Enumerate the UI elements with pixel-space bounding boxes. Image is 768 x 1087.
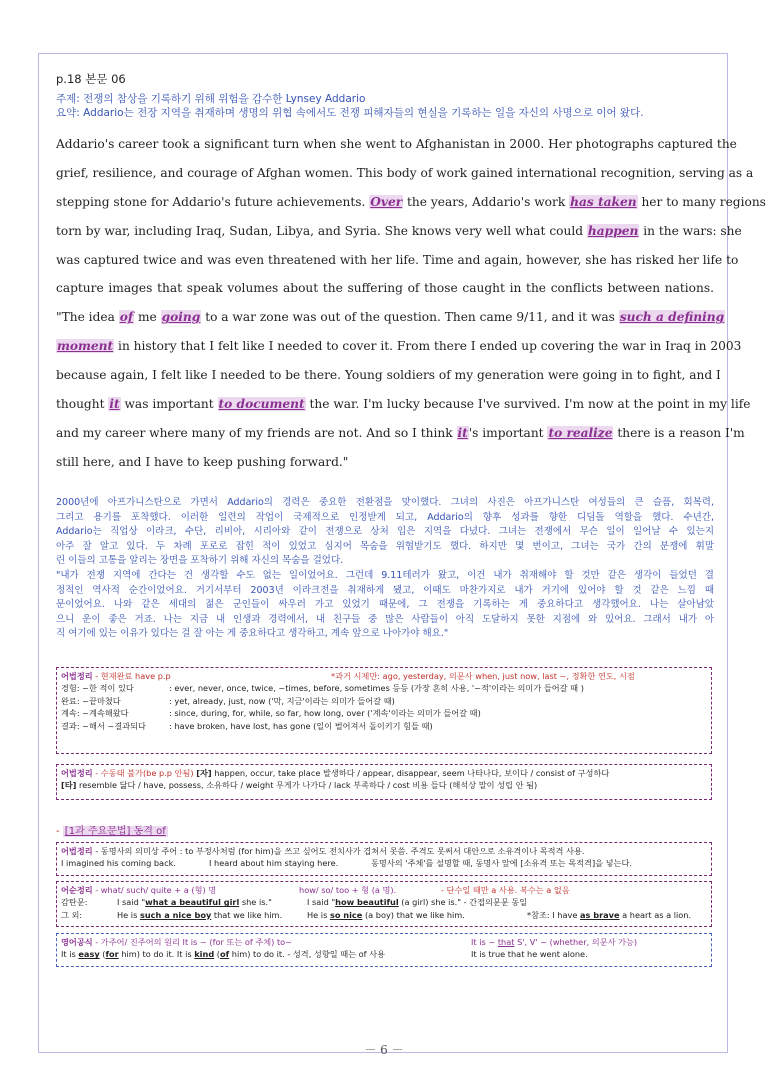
page-title: p.18 본문 06 bbox=[56, 72, 126, 86]
example-row bbox=[61, 896, 707, 908]
passage-line bbox=[56, 419, 745, 448]
example-key: what a beautiful girl bbox=[145, 897, 240, 908]
usage-desc: : have broken, have lost, has gone (일이 벌어져서 돌이키기 힘들 때) bbox=[169, 720, 433, 731]
highlight: such a defining bbox=[619, 310, 725, 325]
passage-line: was captured twice and was even threatened with her life. Time and again, however, she has risked her life to bbox=[56, 252, 739, 267]
text-span: "The idea bbox=[56, 310, 115, 325]
translation-line: 린 이들의 고통을 알리는 장면을 포착하기 위해 자신의 목숨을 걸었다. bbox=[56, 555, 344, 567]
passage bbox=[56, 130, 766, 477]
highlight: to realize bbox=[548, 425, 613, 440]
highlight: it bbox=[457, 425, 468, 440]
example-row bbox=[61, 909, 707, 921]
passage-line bbox=[56, 188, 766, 217]
text-span: thought bbox=[56, 397, 105, 412]
highlight: it bbox=[109, 397, 120, 412]
box-heading: - 수동태 불가(be p.p 안됨) bbox=[92, 768, 197, 778]
box-heading: S', V' ~ (whether, 의문사 가능) bbox=[514, 937, 638, 947]
example-key: for bbox=[105, 949, 119, 960]
example: I said " bbox=[117, 897, 146, 908]
usage-desc: : since, during, for, while, so far, how long, over ('계속'이라는 의미가 들어갈 때) bbox=[169, 708, 481, 719]
translation-line: 으니 운이 좋은 거죠. 나는 지금 내 인생과 경력에서, 내 친구들 중 많은 사람들이 아직 도달하지 못한 지점에 와 있어요. 그래서 내가 아 bbox=[56, 613, 714, 625]
usage-label: 경험: ~한 적이 있다 bbox=[61, 683, 134, 694]
example: It is true that he went alone. bbox=[471, 949, 588, 960]
page-number: － 6 － bbox=[364, 1043, 404, 1057]
box-header bbox=[61, 845, 707, 857]
translation-line: 정적인 역사적 순간이었어요. 거기서부터 2003년 이라크전을 취재하게 됐고, 이때도 마찬가지로 내가 거기에 있어야 할 것 같은 느낌 때 bbox=[56, 584, 714, 596]
usage-desc: : yet, already, just, now ('막, 지금'이라는 의미가 들어갈 때) bbox=[169, 695, 395, 706]
example-label: 감탄문: bbox=[61, 897, 88, 908]
box-text: resemble 닮다 / have, possess, 소유하다 / weight 무게가 나가다 / lack 부족하다 / cost 비용 들다 (해석상 말이 성립 안 됨) bbox=[76, 780, 538, 791]
highlight: to document bbox=[218, 397, 305, 412]
example-row bbox=[61, 857, 707, 869]
example: him) to do it. It is bbox=[118, 949, 195, 960]
example: that we like him. bbox=[211, 909, 283, 920]
grammar-box-passive bbox=[56, 764, 712, 800]
text-span: her to many regions bbox=[641, 194, 766, 209]
box-tag: 어순정리 bbox=[61, 885, 93, 895]
intransitive-label: [자] bbox=[196, 768, 212, 778]
translation-line: Addario는 직업상 이라크, 수단, 리비아, 시리아와 같이 전쟁으로 상처 입은 지역을 다녔다. 그녀는 전쟁에서 무슨 일이 일어날 수 있는지 bbox=[56, 526, 714, 538]
highlight: has taken bbox=[570, 194, 637, 209]
box-header bbox=[61, 936, 707, 948]
passage-line bbox=[56, 332, 742, 361]
example: He is bbox=[117, 909, 140, 920]
example-key: such a nice boy bbox=[139, 909, 212, 920]
section-dash: - bbox=[56, 826, 63, 837]
box-tag: 어법정리 bbox=[61, 768, 93, 778]
example-key: how beautiful bbox=[335, 897, 399, 908]
example-key: of bbox=[219, 949, 230, 960]
box-header bbox=[61, 767, 707, 779]
usage-label: 완료: ~끝마쳤다 bbox=[61, 695, 121, 706]
box-heading: how/ so/ too + 형 (a 명). bbox=[299, 885, 397, 895]
box-row bbox=[61, 779, 707, 791]
example: ( bbox=[214, 949, 220, 960]
passage-line: still here, and I have to keep pushing forward." bbox=[56, 454, 349, 469]
summary-line: 요약: Addario는 전장 지역을 취재하며 생명의 위협 속에서도 전쟁 피해자들의 현실을 기록하는 일을 자신의 사명으로 이어 왔다. bbox=[56, 107, 644, 119]
passage-line bbox=[56, 303, 725, 332]
highlight: happen bbox=[587, 223, 639, 238]
box-heading: - 가주어/ 진주어의 원리 It is ~ (for 또는 of 주체) to~ bbox=[92, 937, 293, 947]
highlight: going bbox=[161, 310, 201, 325]
passage-line bbox=[56, 390, 751, 419]
usage-row bbox=[61, 707, 707, 719]
usage-row bbox=[61, 682, 707, 694]
highlight: of bbox=[119, 310, 134, 325]
example-key: easy bbox=[78, 949, 100, 960]
box-heading-key: that bbox=[497, 937, 515, 947]
example: (a boy) that we like him. bbox=[362, 909, 465, 920]
korean-translation bbox=[56, 496, 714, 642]
box-heading: - 현재완료 have p.p bbox=[92, 671, 171, 681]
example-key: kind bbox=[194, 949, 215, 960]
translation-line: 문이었어요. 나와 같은 세대의 젊은 군인들이 싸우러 가고 있었기 때문에, 그 전쟁을 기록하는 게 중요하다고 생각했어요. 나는 살아남았 bbox=[56, 599, 714, 611]
box-tag: 영어공식 bbox=[61, 937, 93, 947]
example: He is bbox=[307, 909, 330, 920]
box-tag: 어법정리 bbox=[61, 846, 93, 856]
usage-row bbox=[61, 695, 707, 707]
text-span: torn by war, including Iraq, Sudan, Libya, and Syria. She knows very well what could bbox=[56, 223, 584, 238]
example: a heart as a lion. bbox=[619, 909, 692, 920]
text-span: the war. I'm lucky because I've survived. I'm now at the point in my life bbox=[309, 397, 751, 412]
example: I imagined his coming back. bbox=[61, 858, 176, 869]
usage-desc: : ever, never, once, twice, ~times, before, sometimes 등등 (가장 흔히 사용, '~적'이라는 의미가 들어갈 때 ) bbox=[169, 683, 584, 694]
usage-row bbox=[61, 720, 707, 732]
section-title: [1과 주요문법] 동격 of bbox=[64, 826, 166, 837]
text-span: stepping stone for Addario's future achievements. bbox=[56, 194, 366, 209]
grammar-box-gerund bbox=[56, 842, 712, 876]
text-span: 's important bbox=[468, 425, 544, 440]
text-span: in the wars: she bbox=[643, 223, 742, 238]
box-heading: It is ~ bbox=[471, 937, 498, 947]
example: him) to do it. - 성격, 성향일 때는 of 사용 bbox=[229, 949, 385, 960]
box-heading: - 동명사의 의미상 주어 : to 부정사처럼 (for him)을 쓰고 싶어도 전치사가 겹쳐서 못씀. 주격도 못써서 대안으로 소유격이나 목적격 사용. bbox=[92, 846, 585, 856]
example: (a girl) she is." - 간접의문문 동일 bbox=[398, 897, 528, 908]
text-span: in history that I felt like I needed to cover it. From there I ended up covering the war in Iraq in 2003 bbox=[118, 339, 742, 354]
grammar-box-present-perfect bbox=[56, 667, 712, 754]
highlight: moment bbox=[57, 339, 114, 354]
passage-line: because again, I felt like I needed to be there. Young soldiers of my generation were going in to fight, and I bbox=[56, 368, 721, 383]
passage-line: capture images that speak volumes about the suffering of those caught in the conflicts between nations. bbox=[56, 281, 714, 296]
text-span: to a war zone was out of the question. Then came 9/11, and it was bbox=[205, 310, 615, 325]
box-note: *과거 시제만: ago, yesterday, 의문사 when, just now, last ~, 정확한 연도, 시점 bbox=[331, 671, 635, 681]
usage-label: 결과: ~해서 ~결과되다 bbox=[61, 720, 146, 731]
example: I heard about him staying here. bbox=[209, 858, 339, 869]
topic-line: 주제: 전쟁의 참상을 기록하기 위해 위험을 감수한 Lynsey Addario bbox=[56, 93, 366, 105]
box-heading: - 단수일 때만 a 사용. 복수는 a 없음 bbox=[441, 885, 570, 895]
passage-line: grief, resilience, and courage of Afghan women. This body of work gained international recognition, serving as a bbox=[56, 165, 754, 180]
translation-line: 아주 잘 알고 있다. 두 차례 포로로 잡힌 적이 있었고 심지어 목숨을 위협받기도 했다. 하지만 몇 번이고, 그녀는 국가 간의 분쟁에 휘말 bbox=[56, 540, 714, 552]
text-span: me bbox=[137, 310, 157, 325]
example-note: 동명사의 '주체'를 설명할 때, 동명사 앞에 [소유격 또는 목적격]을 넣는다. bbox=[371, 858, 632, 869]
box-header bbox=[61, 884, 707, 896]
example: It is bbox=[61, 949, 79, 960]
text-span: and my career where many of my friends are not. And so I think bbox=[56, 425, 453, 440]
grammar-box-word-order bbox=[56, 881, 712, 927]
text-span: was important bbox=[124, 397, 214, 412]
translation-line: 2000년에 아프가니스탄으로 가면서 Addario의 경력은 중요한 전환점을 맞이했다. 그녀의 사진은 아프가니스탄 여성들의 큰 슬픔, 회복력, bbox=[56, 497, 714, 508]
example-key: as brave bbox=[579, 909, 620, 920]
usage-label: 계속: ~계속해왔다 bbox=[61, 708, 129, 719]
text-span: the years, Addario's work bbox=[407, 194, 566, 209]
translation-line: "내가 전쟁 지역에 간다는 건 생각할 수도 없는 일이었어요. 그런데 9.11테러가 왔고, 이건 내가 취재해야 할 것만 같은 생각이 들었던 결 bbox=[56, 569, 714, 581]
transitive-label: [타] bbox=[61, 780, 77, 791]
section-heading bbox=[56, 825, 168, 838]
highlight: Over bbox=[370, 194, 403, 209]
passage-line: Addario's career took a significant turn when she went to Afghanistan in 2000. Her photographs captured the bbox=[56, 137, 737, 151]
example-key: so nice bbox=[329, 909, 363, 920]
box-heading: - what/ such/ quite + a (형) 명 bbox=[92, 885, 217, 895]
translation-line: 그리고 용기를 포착했다. 이러한 일련의 작업이 국제적으로 인정받게 되고, Addario의 향후 성과를 향한 디딤돌 역할을 했다. 수년간, bbox=[56, 511, 714, 523]
box-header bbox=[61, 670, 707, 682]
example: *참조: I have bbox=[527, 909, 580, 920]
box-text: happen, occur, take place 발생하다 / appear, disappear, seem 나타나다, 보이다 / consist of 구성하다 bbox=[211, 768, 610, 778]
grammar-box-dummy-subject bbox=[56, 933, 712, 967]
box-tag: 어법정리 bbox=[61, 671, 93, 681]
example-row bbox=[61, 948, 707, 960]
text-span: there is a reason I'm bbox=[617, 425, 745, 440]
example: I said " bbox=[307, 897, 336, 908]
example-label: 그 외: bbox=[61, 909, 83, 920]
translation-line: 직 여기에 있는 이유가 있다는 걸 잘 아는 게 중요하다고 생각하고, 계속 앞으로 나아가야 해요." bbox=[56, 628, 449, 640]
example: ( bbox=[99, 949, 106, 960]
passage-line bbox=[56, 217, 742, 246]
example: she is." bbox=[239, 897, 272, 908]
